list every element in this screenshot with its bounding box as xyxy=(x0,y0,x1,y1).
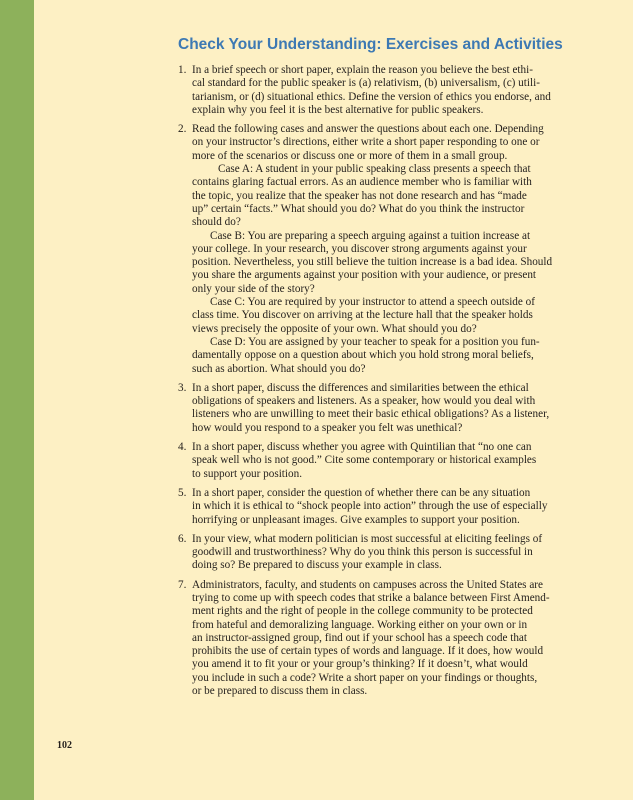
text-line: how would you respond to a speaker you felt was unethical? xyxy=(192,421,463,434)
text-line: In your view, what modern politician is most successful at eliciting feelings of xyxy=(192,532,543,545)
text-line: prohibits the use of certain types of words and language. If it does, how would xyxy=(192,645,544,658)
text-line: listeners who are unwilling to meet their basic ethical obligations? As a listener, xyxy=(192,408,550,421)
text-line: class time. You discover on arriving at the lecture hall that the speaker holds xyxy=(192,309,533,322)
exercise-item xyxy=(176,533,570,573)
text-line: an instructor-assigned group, find out if your school has a speech code that xyxy=(192,631,528,644)
exercise-item xyxy=(176,579,570,699)
text-line: Case A: A student in your public speaking class presents a speech that xyxy=(218,163,531,176)
text-line: goodwill and trustworthiness? Why do you think this person is successful in xyxy=(192,546,533,559)
text-line: Case C: You are required by your instructor to attend a speech outside of xyxy=(210,296,535,309)
exercise-text xyxy=(192,382,570,435)
text-line: should do? xyxy=(192,216,241,229)
text-line: position. Nevertheless, you still believe the tuition increase is a bad idea. Should xyxy=(192,256,553,269)
text-line: Case D: You are assigned by your teacher to speak for a position you fun- xyxy=(210,335,540,348)
text-line: ment rights and the right of people in the college community to be protected xyxy=(192,605,533,618)
text-line: more of the scenarios or discuss one or more of them in a small group. xyxy=(192,149,508,162)
text-line: speak well who is not good.” Cite some contemporary or historical examples xyxy=(192,454,537,467)
text-line: views precisely the opposite of your own. What should you do? xyxy=(192,322,477,335)
exercise-number: 5. xyxy=(178,486,187,499)
exercise-text xyxy=(192,579,570,699)
text-line: explain why you feel it is the best alternative for public speakers. xyxy=(192,103,484,116)
text-line: tarianism, or (d) situational ethics. Define the version of ethics you endorse, and xyxy=(192,90,551,103)
text-line: up” certain “facts.” What should you do? What do you think the instructor xyxy=(192,202,525,215)
text-line: the topic, you realize that the speaker has not done research and has “made xyxy=(192,189,527,202)
text-line: on your instructor’s directions, either write a short paper responding to one or xyxy=(192,136,540,149)
text-line: to support your position. xyxy=(192,467,303,480)
exercise-number: 1. xyxy=(178,64,187,76)
text-line: In a short paper, discuss whether you agree with Quintilian that “no one can xyxy=(192,441,532,454)
exercise-item xyxy=(176,487,570,527)
exercise-list xyxy=(176,64,570,704)
exercise-number: 6. xyxy=(178,532,187,545)
exercise-item xyxy=(176,441,570,481)
exercise-text xyxy=(192,64,570,117)
text-line: Read the following cases and answer the questions about each one. Depending xyxy=(192,123,544,136)
text-line: from hateful and demoralizing language. Working either on your own or in xyxy=(192,618,528,631)
exercise-number: 2. xyxy=(178,123,187,136)
exercise-item xyxy=(176,64,570,117)
section-title: Check Your Understanding: Exercises and Activities xyxy=(178,36,563,53)
text-line: horrifying or unpleasant images. Give examples to support your position. xyxy=(192,513,520,526)
text-line: Case B: You are preparing a speech arguing against a tuition increase at xyxy=(210,229,531,242)
text-line: you include in such a code? Write a short paper on your findings or thoughts, xyxy=(192,671,538,684)
text-line: trying to come up with speech codes that strike a balance between First Amend- xyxy=(192,591,550,604)
exercise-item xyxy=(176,382,570,435)
text-line: you share the arguments against your position with your audience, or present xyxy=(192,269,537,282)
exercise-text xyxy=(192,123,570,376)
text-line: doing so? Be prepared to discuss your example in class. xyxy=(192,559,442,572)
text-line: your college. In your research, you discover strong arguments against your xyxy=(192,242,527,255)
text-line: contains glaring factual errors. As an audience member who is familiar with xyxy=(192,176,532,189)
exercise-text xyxy=(192,487,570,527)
text-line: In a short paper, consider the question of whether there can be any situation xyxy=(192,486,531,499)
text-line: obligations of speakers and listeners. As a speaker, how would you deal with xyxy=(192,395,536,408)
text-line: only your side of the story? xyxy=(192,282,315,295)
text-line: you amend it to fit your or your group’s thinking? If it doesn’t, what would xyxy=(192,658,528,671)
page-number: 102 xyxy=(57,740,72,751)
exercise-number: 7. xyxy=(178,578,187,591)
exercise-number: 4. xyxy=(178,441,187,454)
exercise-number: 3. xyxy=(178,381,187,394)
text-line: in which it is ethical to “shock people into action” through the use of especially xyxy=(192,500,548,513)
exercise-text xyxy=(192,441,570,481)
text-line: In a brief speech or short paper, explain the reason you believe the best ethi- xyxy=(192,64,533,76)
text-line: such as abortion. What should you do? xyxy=(192,362,366,375)
exercise-item xyxy=(176,123,570,376)
text-line: Administrators, faculty, and students on campuses across the United States are xyxy=(192,578,543,591)
text-line: cal standard for the public speaker is (a) relativism, (b) universalism, (c) utili- xyxy=(192,77,540,90)
text-line: or be prepared to discuss them in class. xyxy=(192,685,368,698)
exercise-text xyxy=(192,533,570,573)
text-line: In a short paper, discuss the differences and similarities between the ethical xyxy=(192,381,529,394)
text-line: damentally oppose on a question about which you hold strong moral beliefs, xyxy=(192,349,534,362)
